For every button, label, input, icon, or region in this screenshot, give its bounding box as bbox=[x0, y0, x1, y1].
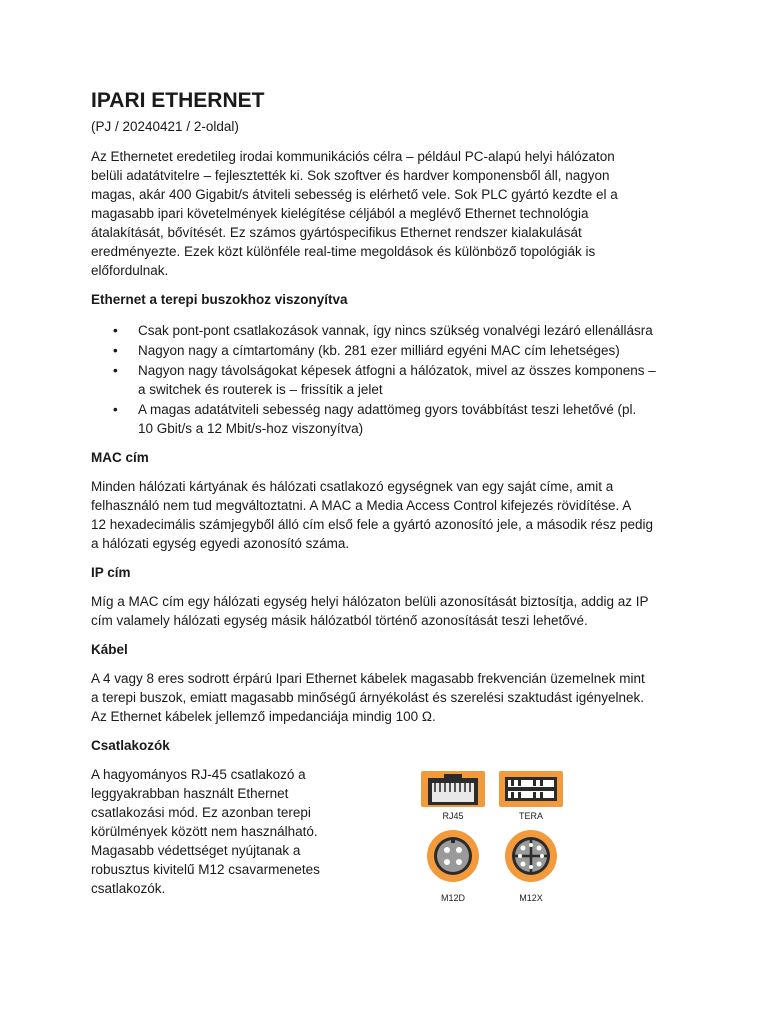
page-title: IPARI ETHERNET bbox=[91, 89, 265, 112]
intro-line: átalakítását, bővítését. Ez számos gyártóspecifikus Ethernet rendszer kialakulását bbox=[91, 225, 582, 240]
m12x-connector-icon bbox=[505, 830, 557, 882]
tera-connector-icon bbox=[499, 771, 563, 807]
bullet-icon: • bbox=[113, 402, 118, 417]
bullet-text: A magas adatátviteli sebesség nagy adattömeg gyors továbbítást teszi lehetővé (pl. bbox=[138, 402, 637, 417]
intro-line: magas, akár 400 Gigabit/s átviteli sebesség is elérhető vele. Sok PLC gyártó kezdte el a bbox=[91, 187, 618, 202]
section-heading-compare: Ethernet a terepi buszokhoz viszonyítva bbox=[91, 292, 348, 307]
bullet-text: 10 Gbit/s a 12 Mbit/s-hoz viszonyítva) bbox=[138, 421, 364, 436]
connectors-line: körülmények között nem használható. bbox=[91, 824, 318, 839]
bullet-icon: • bbox=[113, 323, 118, 338]
cable-line: A 4 vagy 8 eres sodrott érpárú Ipari Ethernet kábelek magasabb frekvencián üzemelnek mint bbox=[91, 671, 645, 686]
intro-line: belüli adatátvitelre – fejlesztették ki. Sok szoftver és hardver komponensből áll, nagyon bbox=[91, 168, 610, 183]
mac-line: felhasználó nem tud megváltoztatni. A MAC a Media Access Control kifejezés rövidítése. A bbox=[91, 498, 632, 513]
connectors-line: A hagyományos RJ-45 csatlakozó a bbox=[91, 767, 306, 782]
connectors-line: csatlakozók. bbox=[91, 881, 166, 896]
bullet-text: Nagyon nagy távolságokat képesek átfogni a hálózatok, mivel az összes komponens – bbox=[138, 363, 656, 378]
bullet-icon: • bbox=[113, 343, 118, 358]
connector-illustration bbox=[419, 769, 569, 904]
mac-line: a hálózati egység egyedi azonosító száma. bbox=[91, 536, 350, 551]
document-page bbox=[91, 88, 681, 904]
rj45-label: RJ45 bbox=[442, 811, 464, 821]
ip-line: Míg a MAC cím egy hálózati egység helyi hálózaton belüli azonosítását biztosítja, addig az IP bbox=[91, 594, 649, 609]
ip-line: cím valamely hálózati egység másik hálózatból történő azonosítását teszi lehetővé. bbox=[91, 613, 588, 628]
bullet-item bbox=[91, 400, 681, 438]
intro-line: magasabb ipari követelmények kielégítése céljából a meglévő Ethernet technológia bbox=[91, 206, 589, 221]
connectors-line: robusztus kivitelű M12 csavarmenetes bbox=[91, 862, 320, 877]
bullet-text: a switchek és routerek is – frissítik a jelet bbox=[138, 382, 383, 397]
bullet-item bbox=[91, 321, 681, 340]
section-heading-ip: IP cím bbox=[91, 565, 131, 580]
connectors-paragraph bbox=[91, 765, 351, 904]
section-heading-mac: MAC cím bbox=[91, 450, 149, 465]
intro-line: eredményezte. Ezek közt különféle real-time megoldások és különböző topológiák is bbox=[91, 244, 596, 259]
m12x-label: M12X bbox=[519, 893, 543, 903]
bullet-icon: • bbox=[113, 363, 118, 378]
m12d-label: M12D bbox=[440, 893, 465, 903]
connectors-row bbox=[91, 765, 681, 904]
intro-line: előfordulnak. bbox=[91, 263, 169, 278]
section-heading-connectors: Csatlakozók bbox=[91, 738, 170, 753]
connector-figure bbox=[419, 769, 569, 904]
compare-bullet-list bbox=[91, 321, 681, 438]
bullet-item bbox=[91, 341, 681, 360]
bullet-text: Nagyon nagy a címtartomány (kb. 281 ezer milliárd egyéni MAC cím lehetséges) bbox=[138, 343, 620, 358]
bullet-item bbox=[91, 361, 681, 399]
bullet-text: Csak pont-pont csatlakozások vannak, így nincs szükség vonalvégi lezáró ellenállásra bbox=[138, 323, 653, 338]
connectors-line: leggyakrabban használt Ethernet bbox=[91, 786, 289, 801]
mac-line: 12 hexadecimális számjegyből álló cím első fele a gyártó azonosító jele, a második rész pedig bbox=[91, 517, 654, 532]
m12d-connector-icon bbox=[427, 830, 479, 882]
cable-line: Az Ethernet kábelek jellemző impedanciája mindig 100 Ω. bbox=[91, 709, 436, 724]
mac-line: Minden hálózati kártyának és hálózati csatlakozó egységnek van egy saját címe, amit a bbox=[91, 479, 614, 494]
connectors-line: csatlakozási mód. Ez azonban terepi bbox=[91, 805, 311, 820]
connectors-line: Magasabb védettséget nyújtanak a bbox=[91, 843, 301, 858]
intro-paragraph bbox=[91, 147, 681, 280]
page-subtitle: (PJ / 20240421 / 2-oldal) bbox=[91, 119, 239, 134]
cable-paragraph bbox=[91, 669, 681, 726]
intro-line: Az Ethernetet eredetileg irodai kommunikációs célra – például PC-alapú helyi hálózaton bbox=[91, 149, 615, 164]
tera-label: TERA bbox=[518, 811, 543, 821]
ip-paragraph bbox=[91, 592, 681, 630]
section-heading-cable: Kábel bbox=[91, 642, 128, 657]
cable-line: a terepi buszok, emiatt magasabb minőségű árnyékolást és szerelési szaktudást igényelnek. bbox=[91, 690, 645, 705]
mac-paragraph bbox=[91, 477, 681, 553]
rj45-connector-icon bbox=[421, 771, 485, 807]
